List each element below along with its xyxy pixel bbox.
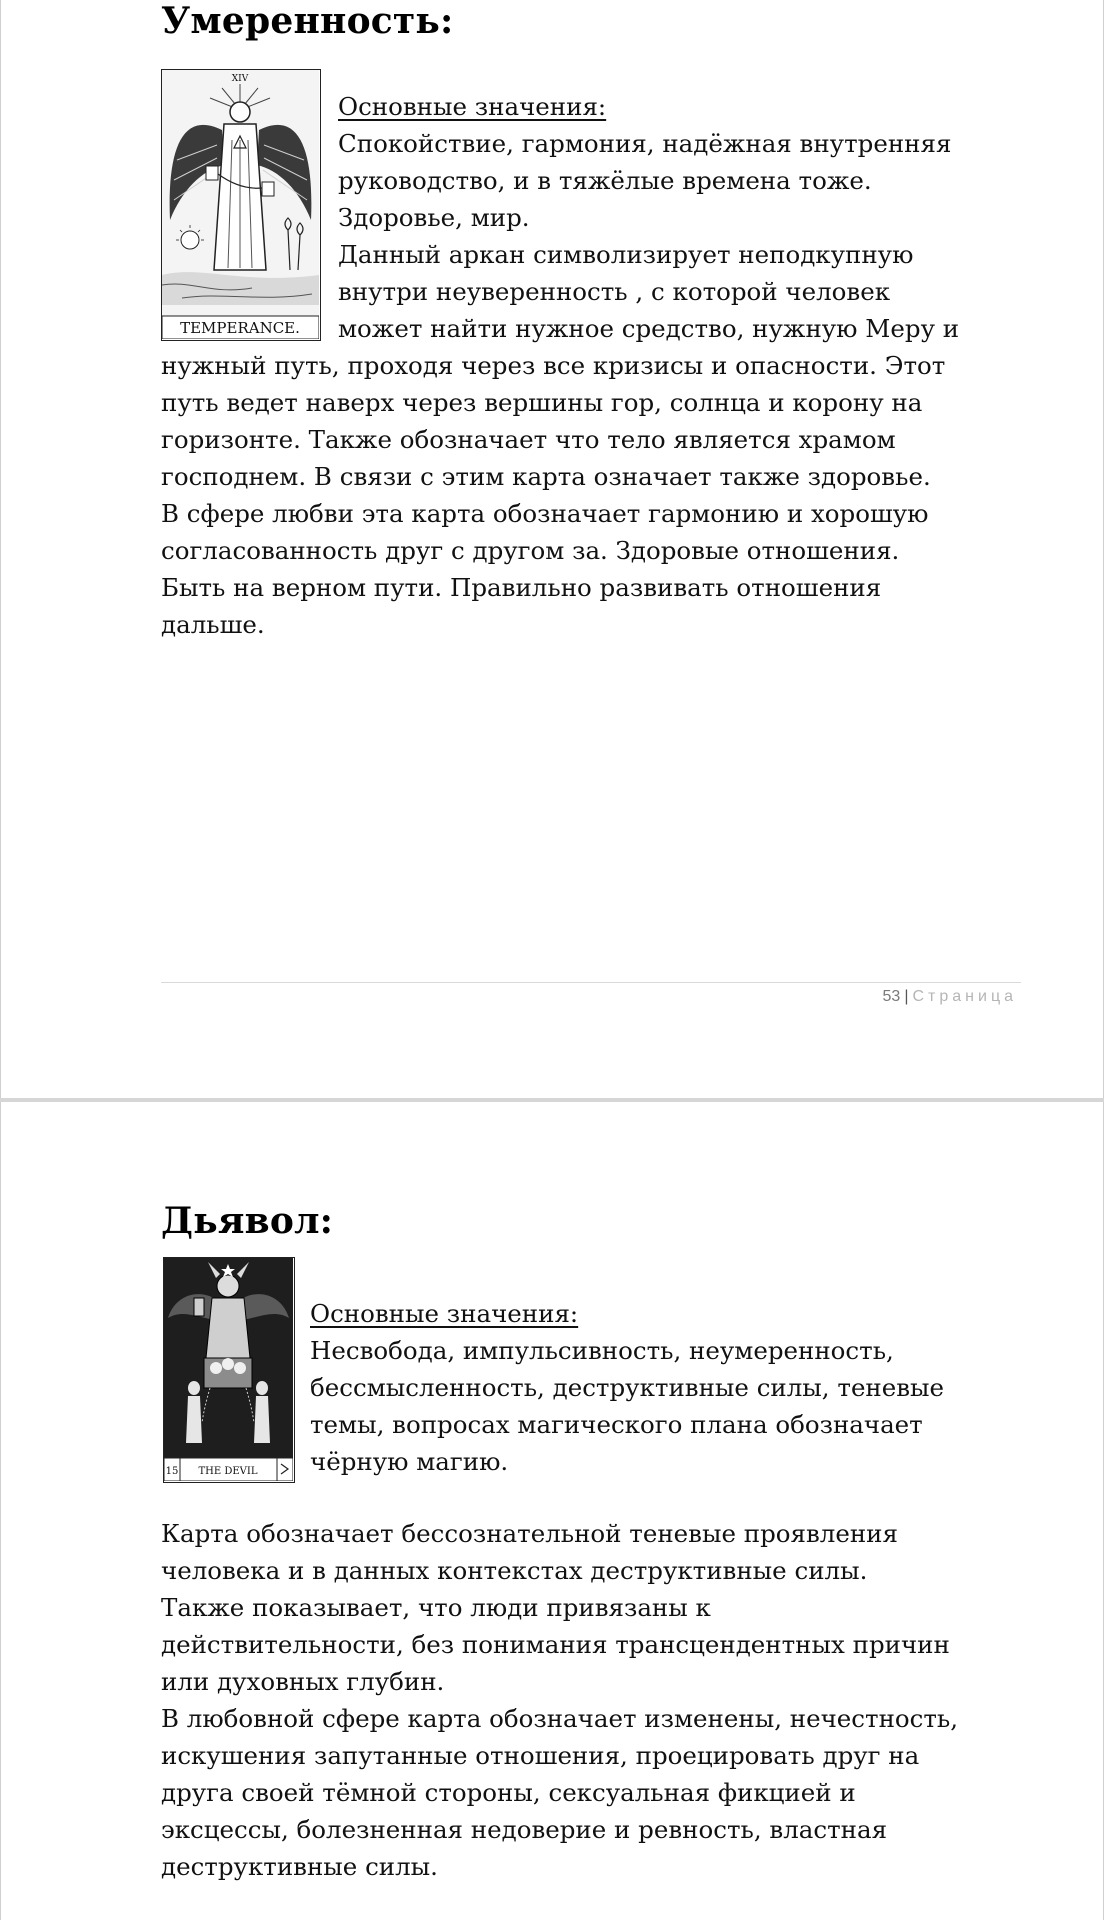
footer-separator: | xyxy=(904,988,909,1005)
paragraph-line: деструктивные силы. xyxy=(161,1852,438,1881)
paragraph-line: Быть на верном пути. Правильно развивать отношения xyxy=(161,573,882,602)
paragraph-line: бессмысленность, деструктивные силы, теневые xyxy=(310,1373,945,1402)
paragraph-line: Спокойствие, гармония, надёжная внутренняя xyxy=(338,129,952,158)
devil-card-image xyxy=(163,1257,295,1483)
paragraph-line: искушения запутанные отношения, проецировать друг на xyxy=(161,1741,920,1770)
section-heading-devil: Дьявол: xyxy=(161,1200,334,1242)
paragraph-line: Также показывает, что люди привязаны к xyxy=(161,1593,711,1622)
devil-card-caption: THE DEVIL xyxy=(198,1466,258,1477)
paragraph-line: согласованность друг с другом за. Здоровые отношения. xyxy=(161,536,900,565)
devil-card-number: 15 xyxy=(165,1466,179,1477)
paragraph-line: темы, вопросах магического плана обозначает xyxy=(310,1410,923,1439)
main-meanings-label: Основные значения: xyxy=(338,92,607,121)
paragraph-line: человека и в данных контекстах деструктивные силы. xyxy=(161,1556,868,1585)
temperance-body-text xyxy=(161,347,945,643)
paragraph-line: руководство, и в тяжёлые времена тоже. xyxy=(338,166,872,195)
paragraph-line: Карта обозначает бессознательной теневые проявления xyxy=(161,1519,898,1548)
footer-page-word: Страница xyxy=(912,988,1017,1005)
paragraph-line: или духовных глубин. xyxy=(161,1667,445,1696)
paragraph-line: внутри неуверенность , с которой человек xyxy=(338,277,891,306)
paragraph-line: В любовной сфере карта обозначает изменены, нечестность, xyxy=(161,1704,959,1733)
paragraph-line: господнем. В связи с этим карта означает также здоровье. xyxy=(161,462,931,491)
paragraph-line: Здоровье, мир. xyxy=(338,203,530,232)
document-page-54 xyxy=(0,1102,1104,1920)
temperance-card-image xyxy=(161,69,321,341)
paragraph-line: может найти нужное средство, нужную Меру и xyxy=(338,314,960,343)
paragraph-line: горизонте. Также обозначает что тело является храмом xyxy=(161,425,896,454)
section-heading-temperance: Умеренность: xyxy=(161,0,454,42)
temperance-wrapped-text xyxy=(338,88,959,347)
paragraph-line: Данный аркан символизирует неподкупную xyxy=(338,240,914,269)
paragraph-line: путь ведет наверх через вершины гор, солнца и корону на xyxy=(161,388,923,417)
paragraph-line: чёрную магию. xyxy=(310,1447,509,1476)
temperance-card-caption: TEMPERANCE. xyxy=(180,319,300,337)
page-footer xyxy=(883,988,1017,1006)
main-meanings-label: Основные значения: xyxy=(310,1299,579,1328)
paragraph-line: нужный путь, проходя через все кризисы и опасности. Этот xyxy=(161,351,946,380)
devil-wrapped-text xyxy=(310,1295,944,1480)
paragraph-line: В сфере любви эта карта обозначает гармонию и хорошую xyxy=(161,499,929,528)
devil-body-text xyxy=(161,1515,958,1885)
page-number: 53 xyxy=(882,988,901,1005)
paragraph-line: друга своей тёмной стороны, сексуальная фикцией и xyxy=(161,1778,856,1807)
paragraph-line: эксцессы, болезненная недоверие и ревность, властная xyxy=(161,1815,888,1844)
paragraph-line: дальше. xyxy=(161,610,265,639)
paragraph-line: действительности, без понимания трансцендентных причин xyxy=(161,1630,950,1659)
paragraph-line: Несвобода, импульсивность, неумеренность, xyxy=(310,1336,894,1365)
footer-divider xyxy=(161,982,1021,983)
temperance-card-numeral: XIV xyxy=(231,74,249,84)
